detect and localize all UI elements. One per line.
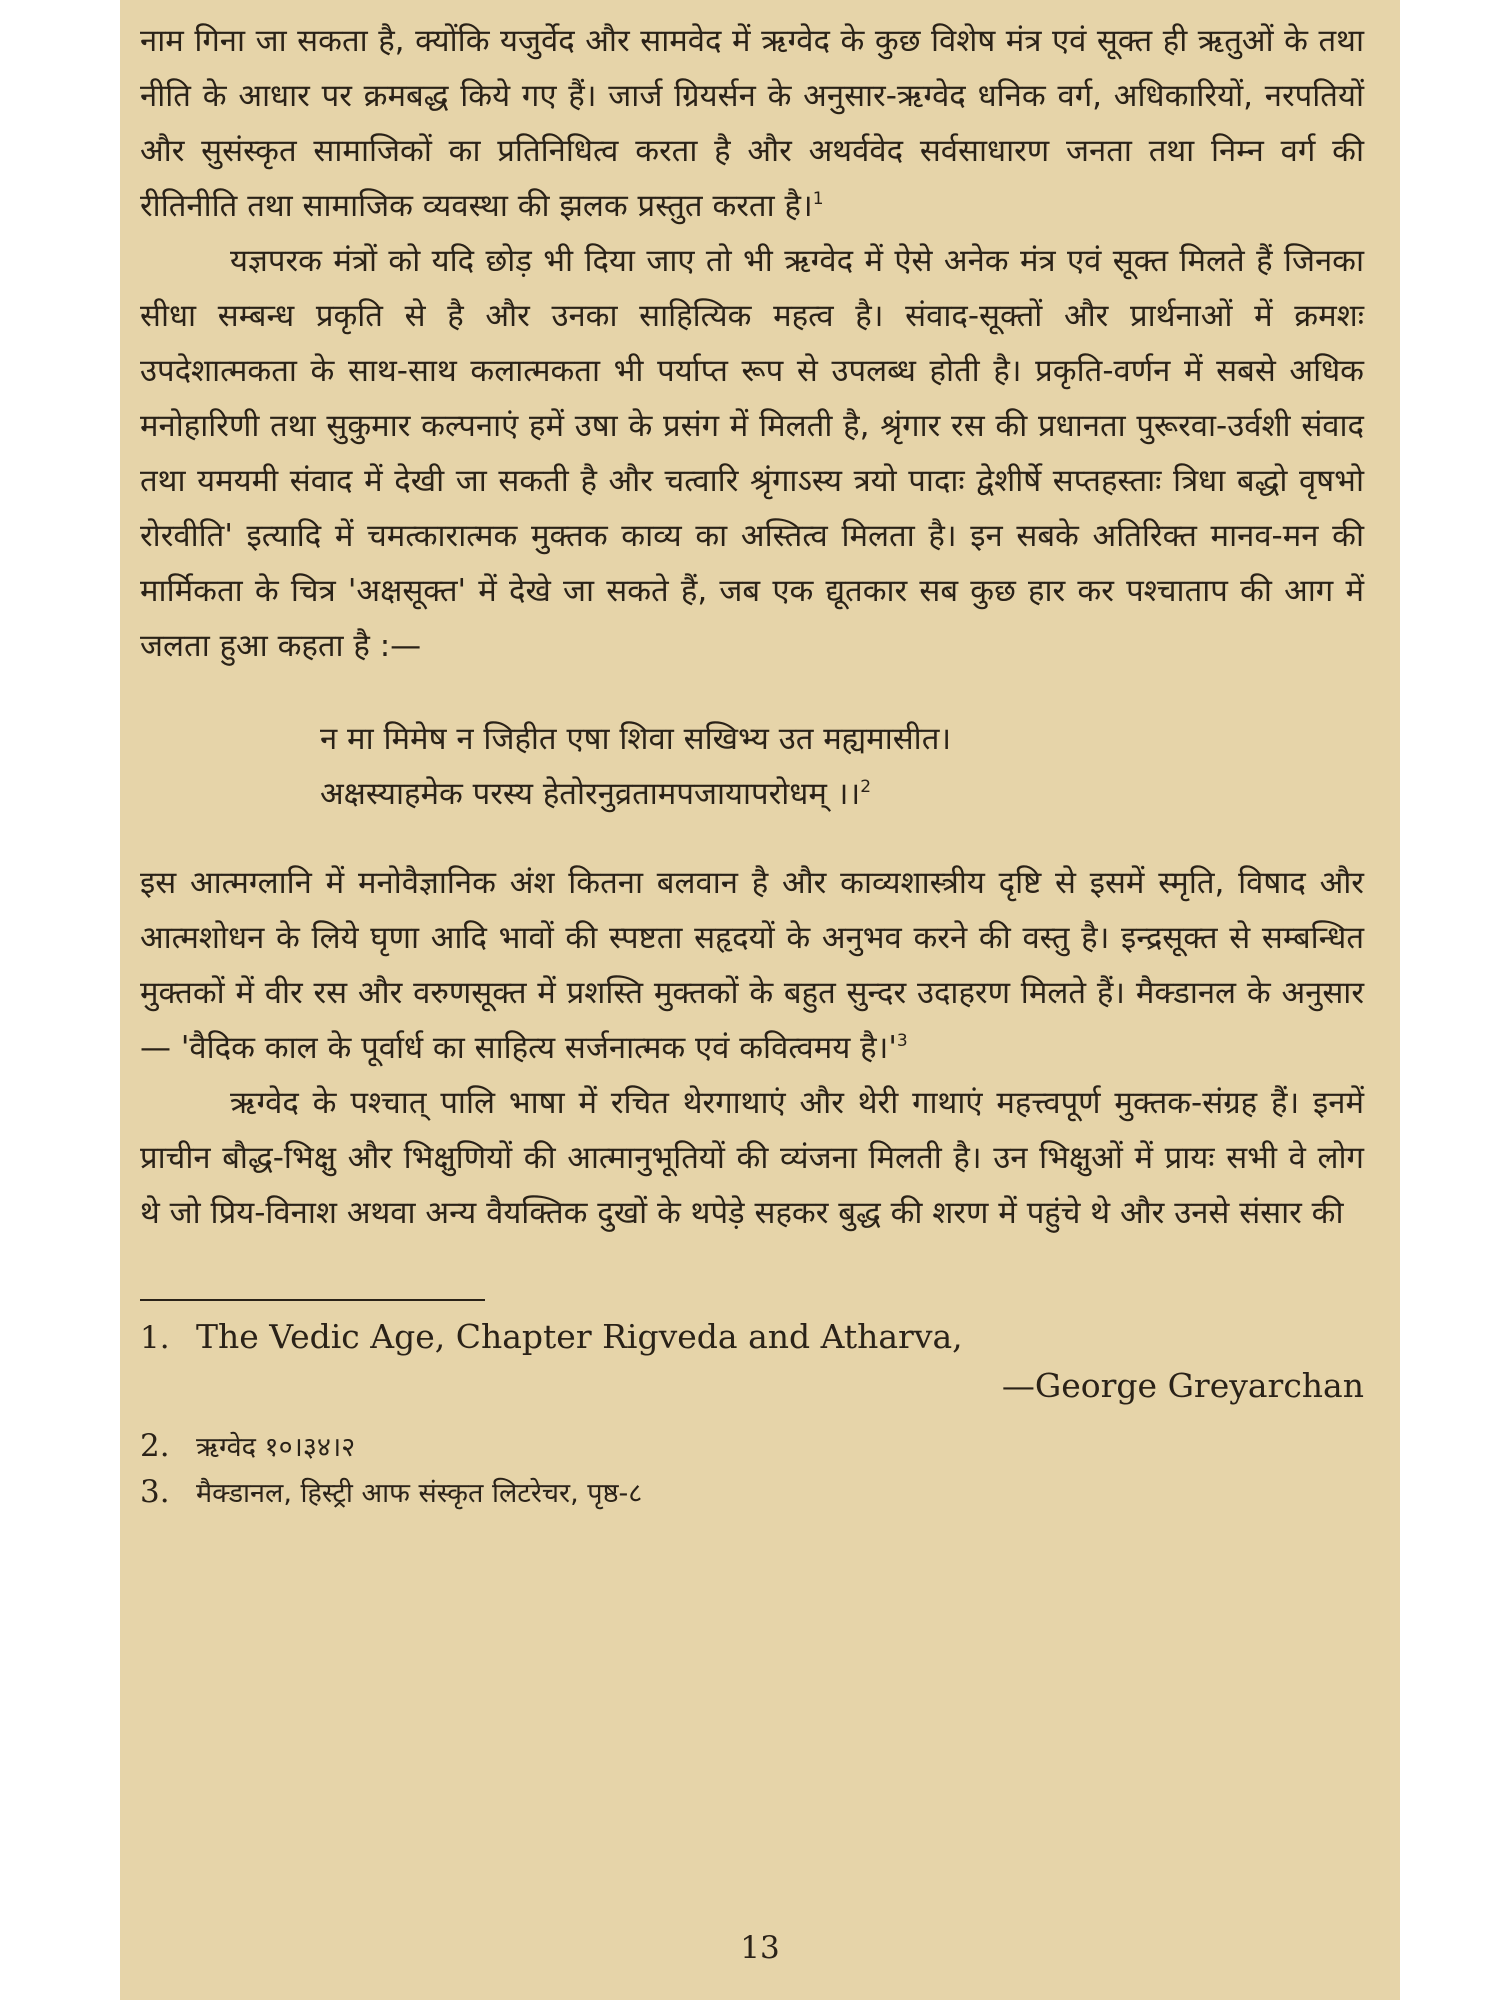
footnote-divider: [140, 1299, 485, 1301]
paragraph-3-text: इस आत्मग्लानि में मनोवैज्ञानिक अंश कितना बलवान है और काव्यशास्त्रीय दृष्टि से इसमें स्मृति, विषाद और आत्मशोधन के लिये घृणा आदि भावों की स्पष्टता सहृदयों के अनुभव करने की वस्तु है। इन्द्रसूक्त से सम्बन्धित मुक्तकों में वीर रस और वरुणसूक्त में प्रशस्ति मुक्तकों के बहुत सुन्दर उदाहरण मिलते हैं। मैक्डानल के अनुसार— 'वैदिक काल के पूर्वार्ध का साहित्य सर्जनात्मक एवं कवित्वमय है।': [140, 865, 1364, 1066]
verse-line-2: [320, 767, 1364, 822]
sanskrit-verse: [320, 712, 1364, 822]
footnote-1-author: —George Greyarchan: [1001, 1366, 1364, 1405]
footnote-1: [140, 1313, 1364, 1362]
footnote-2: [140, 1424, 1364, 1470]
footnote-ref-2: 2: [860, 777, 872, 797]
footnote-ref-3: 3: [896, 1031, 908, 1051]
page-number: 13: [740, 1930, 780, 1966]
footnote-1-number: 1.: [140, 1320, 170, 1356]
footnote-ref-1: 1: [812, 189, 824, 209]
footnote-2-number: 2.: [140, 1428, 170, 1464]
verse-line-1: न मा मिमेष न जिहीत एषा शिवा सखिभ्य उत मह्यमासीत।: [320, 721, 952, 757]
paragraph-1: [140, 14, 1364, 234]
footnote-1-text: The Vedic Age, Chapter Rigveda and Atharva,: [196, 1317, 963, 1356]
footnote-3: [140, 1470, 1364, 1516]
footnote-2-text: ऋग्वेद १०।३४।२: [196, 1432, 356, 1463]
verse-line-2-text: अक्षस्याहमेक परस्य हेतोरनुव्रतामपजायापरोधम् ।।: [320, 776, 861, 812]
book-page: [120, 0, 1400, 2000]
paragraph-2: यज्ञपरक मंत्रों को यदि छोड़ भी दिया जाए तो भी ऋग्वेद में ऐसे अनेक मंत्र एवं सूक्त मिलते हैं जिनका सीधा सम्बन्ध प्रकृति से है और उनका साहित्यिक महत्व है। संवाद-सूक्तों और प्रार्थनाओं में क्रमशः उपदेशात्मकता के साथ-साथ कलात्मकता भी पर्याप्त रूप से उपलब्ध होती है। प्रकृति-वर्णन में सबसे अधिक मनोहारिणी तथा सुकुमार कल्पनाएं हमें उषा के प्रसंग में मिलती है, श्रृंगार रस की प्रधानता पुरूरवा-उर्वशी संवाद तथा यमयमी संवाद में देखी जा सकती है और चत्वारि श्रृंगाऽस्य त्रयो पादाः द्वेशीर्षे सप्तहस्ताः त्रिधा बद्धो वृषभो रोरवीति' इत्यादि में चमत्कारात्मक मुक्तक काव्य का अस्तित्व मिलता है। इन सबके अतिरिक्त मानव-मन की मार्मिकता के चित्र 'अक्षसूक्त' में देखे जा सकते हैं, जब एक द्यूतकार सब कुछ हार कर पश्चाताप की आग में जलता हुआ कहता है :—: [140, 243, 1364, 664]
paragraph-4: ऋग्वेद के पश्चात् पालि भाषा में रचित थेरगाथाएं और थेरी गाथाएं महत्त्वपूर्ण मुक्तक-संग्रह हैं। इनमें प्राचीन बौद्ध-भिक्षु और भिक्षुणियों की आत्मानुभूतियों की व्यंजना मिलती है। उन भिक्षुओं में प्रायः सभी वे लोग थे जो प्रिय-विनाश अथवा अन्य वैयक्तिक दुखों के थपेड़े सहकर बुद्ध की शरण में पहुंचे थे और उनसे संसार की: [140, 1085, 1364, 1231]
footnote-3-number: 3.: [140, 1474, 170, 1510]
paragraph-1-text: नाम गिना जा सकता है, क्योंकि यजुर्वेद और सामवेद में ऋग्वेद के कुछ विशेष मंत्र एवं सूक्त ही ऋतुओं के तथा नीति के आधार पर क्रमबद्ध किये गए हैं। जार्ज ग्रियर्सन के अनुसार-ऋग्वेद धनिक वर्ग, अधिकारियों, नरपतियों और सुसंस्कृत सामाजिकों का प्रतिनिधित्व करता है और अथर्ववेद सर्वसाधारण जनता तथा निम्न वर्ग की रीतिनीति तथा सामाजिक व्यवस्था की झलक प्रस्तुत करता है।: [140, 23, 1364, 224]
paragraph-3: [140, 856, 1364, 1076]
footnote-3-text: मैक्डानल, हिस्ट्री आफ संस्कृत लिटरेचर, पृष्ठ-८: [196, 1478, 643, 1509]
